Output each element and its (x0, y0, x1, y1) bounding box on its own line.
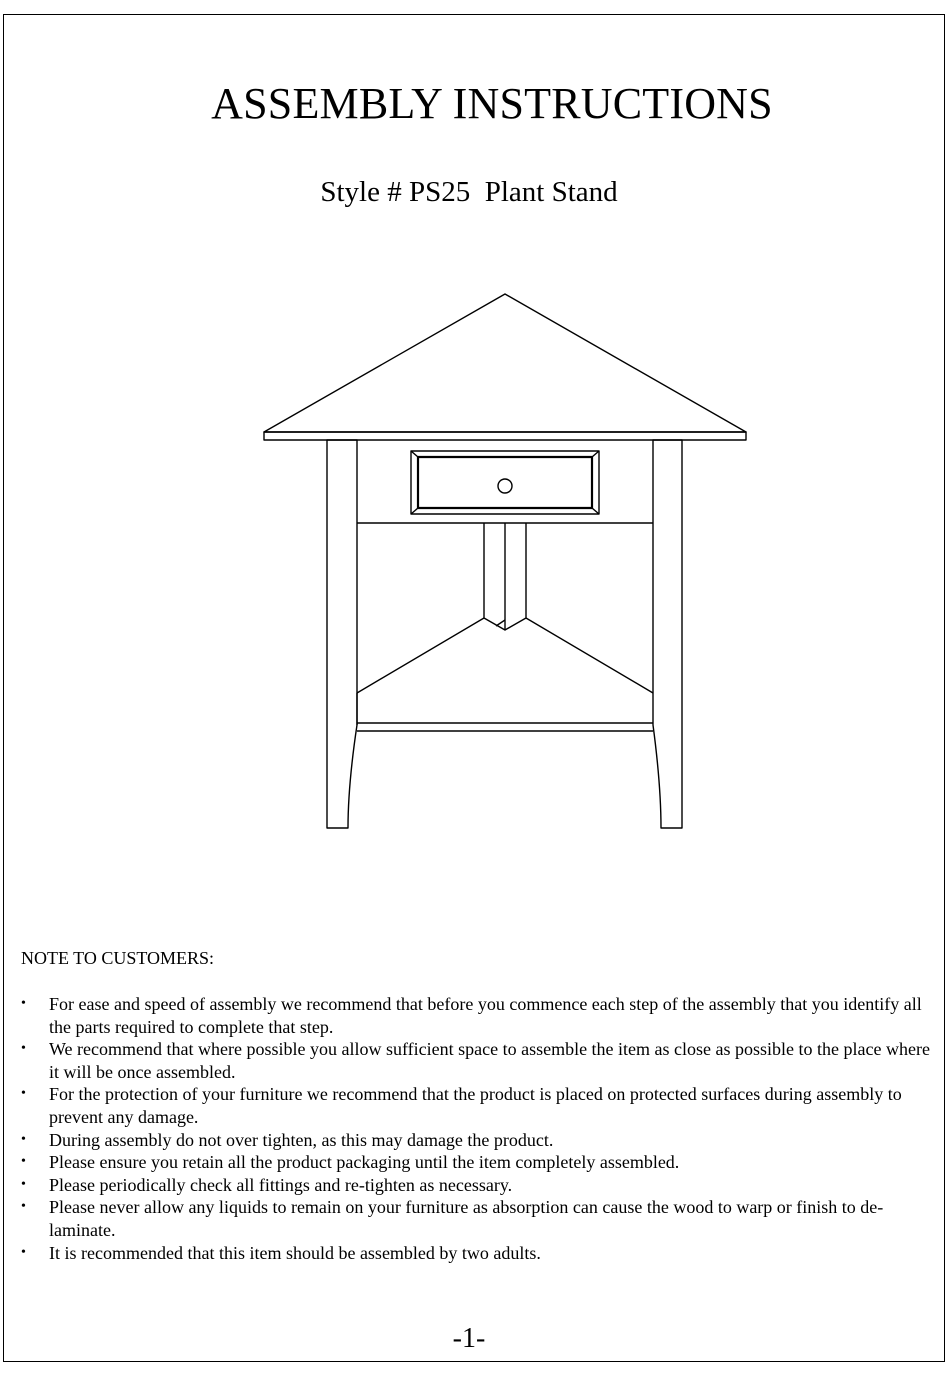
notes-list (21, 993, 941, 1264)
bullet-icon: • (21, 996, 26, 1011)
drawer-front (411, 451, 599, 514)
list-item (21, 993, 941, 1038)
bullet-icon: • (21, 1244, 26, 1260)
note-text: It is recommended that this item should be assembled by two adults. (49, 1242, 541, 1263)
bullet-icon: • (21, 1086, 26, 1102)
list-item (21, 1129, 941, 1152)
note-text: For ease and speed of assembly we recommend that before you commence each step of the assembly that you identify all the parts required to complete that step. (49, 994, 922, 1037)
corner-plant-stand-illustration (255, 285, 755, 835)
document-subtitle: Style # PS25 Plant Stand (320, 176, 618, 208)
right-leg (653, 440, 682, 828)
list-item (21, 1242, 941, 1265)
page-number: -1- (452, 1323, 486, 1354)
note-text: During assembly do not over tighten, as this may damage the product. (49, 1129, 554, 1150)
left-leg (327, 440, 357, 828)
note-text: Please ensure you retain all the product packaging until the item completely assembled. (49, 1152, 680, 1173)
bullet-icon: • (21, 1131, 26, 1147)
tabletop-edge (264, 432, 746, 440)
bullet-icon: • (21, 1176, 26, 1192)
list-item (21, 1038, 941, 1083)
note-text: For the protection of your furniture we recommend that the product is placed on protected surfaces during assembly to prevent any damage. (49, 1084, 902, 1127)
drawer-knob (498, 479, 512, 493)
note-text: Please periodically check all fittings and re-tighten as necessary. (49, 1174, 513, 1195)
bullet-icon: • (21, 1154, 26, 1170)
list-item (21, 1151, 941, 1174)
document-title: ASSEMBLY INSTRUCTIONS (211, 79, 773, 128)
list-item (21, 1196, 941, 1241)
tabletop (264, 294, 746, 432)
note-text: Please never allow any liquids to remain on your furniture as absorption can cause the wood to warp or finish to de-laminate. (49, 1197, 884, 1240)
list-item (21, 1083, 941, 1128)
notes-heading: NOTE TO CUSTOMERS: (21, 948, 215, 968)
list-item (21, 1174, 941, 1197)
bullet-icon: • (21, 1041, 26, 1057)
bullet-icon: • (21, 1199, 26, 1215)
drawer-panel (418, 457, 592, 508)
note-text: We recommend that where possible you allow sufficient space to assemble the item as close as possible to the place where it will be once assembled. (49, 1039, 930, 1082)
